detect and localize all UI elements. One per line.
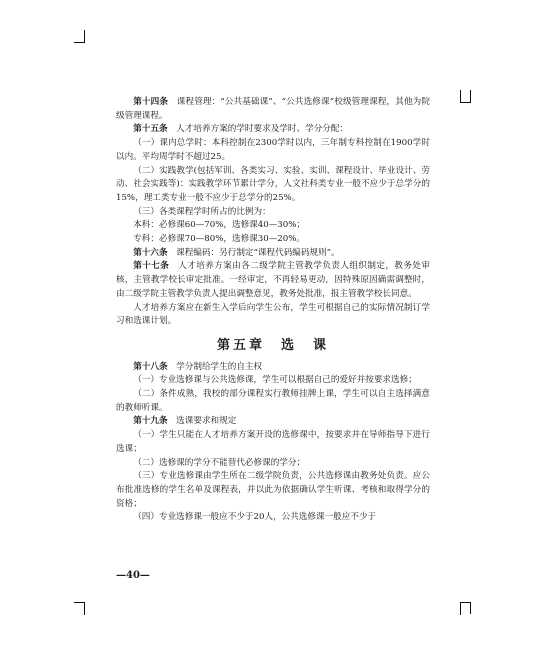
paragraph bbox=[116, 470, 430, 511]
paragraph-text: （二）条件成熟，我校的部分课程实行教师挂牌上课，学生可以自主选择满意的教师听课。 bbox=[116, 389, 430, 413]
crop-mark-top-left-line bbox=[84, 30, 85, 42]
chapter-title: 第五章 选 课 bbox=[216, 337, 329, 353]
paragraph bbox=[116, 206, 430, 220]
crop-mark-bottom-right-line bbox=[470, 602, 471, 614]
paragraph bbox=[116, 457, 430, 471]
paragraph-text: 学分制给学生的自主权 bbox=[167, 361, 263, 372]
paragraph-text: （三）专业选修课由学生所在二级学院负责，公共选修课由教务处负责。应公布批准选修的学生名单及课程表，并以此为依据确认学生听课、考核和取得学分的资格； bbox=[116, 471, 430, 509]
paragraph-text: （一）专业选修课与公共选修课，学生可以根据自己的爱好并按要求选修； bbox=[133, 375, 417, 386]
article-label: 第十八条 bbox=[133, 361, 168, 372]
paragraph-text: （三）各类课程学时所占的比例为： bbox=[133, 206, 271, 217]
article-label: 第十九条 bbox=[133, 416, 168, 427]
paragraph bbox=[116, 302, 430, 329]
crop-mark-top-right-line bbox=[470, 90, 471, 102]
paragraph-text: 人才培养方案的学时要求及学时、学分分配： bbox=[167, 124, 349, 135]
paragraph bbox=[116, 511, 430, 525]
paragraph-text: （二）选修课的学分不能替代必修课的学分； bbox=[133, 457, 306, 468]
paragraph bbox=[116, 415, 430, 429]
article-label: 第十七条 bbox=[133, 261, 170, 272]
paragraph-text: 课程编码：另行制定“课程代码编码规则”。 bbox=[167, 247, 340, 258]
article-label: 第十五条 bbox=[133, 124, 168, 135]
article-label: 第十六条 bbox=[133, 247, 168, 258]
paragraph-text: 课程管理：“公共基础课”、“公共选修课”校级管理课程，其他为院级管理课程。 bbox=[116, 97, 430, 121]
paragraph-text: （二）实践教学(包括军训、各类实习、实验、实训、课程设计、毕业设计、劳动、社会实践等)：实践教学环节累计学分，人文社科类专业一般不应少于总学分的15%，理工类专业一般不应少于总学分的25%。 bbox=[116, 165, 430, 203]
section-before-chapter bbox=[116, 96, 430, 329]
paragraph bbox=[116, 137, 430, 164]
paragraph-text: （一）学生只能在人才培养方案开设的选修课中，按要求并在导师指导下进行选课； bbox=[116, 430, 430, 454]
page-number: —40— bbox=[116, 570, 150, 581]
section-after-chapter bbox=[116, 361, 430, 525]
page-body bbox=[116, 96, 430, 525]
paragraph bbox=[116, 247, 430, 261]
article-label: 第十四条 bbox=[133, 97, 169, 107]
paragraph-text: 人才培养方案由各二级学院主管教学负责人组织制定，教务处审核，主管教学校长审定批准。一经审定，不再轻易更动，因特殊原因确需调整时，由二级学院主管教学负责人提出调整意见，教务处批准，报主管教学校长同意。 bbox=[116, 261, 430, 299]
crop-mark-bottom-left-line bbox=[84, 602, 85, 614]
paragraph-text: 专科：必修课70—80%，选修课30—20%。 bbox=[133, 234, 305, 245]
paragraph-text: （四）专业选修课一般应不少于20人，公共选修课一般应不少于 bbox=[133, 512, 377, 523]
paragraph bbox=[116, 96, 430, 123]
paragraph-text: 人才培养方案应在新生入学后向学生公布，学生可根据自己的实际情况制订学习和选课计划。 bbox=[116, 302, 430, 327]
paragraph bbox=[116, 429, 430, 456]
paragraph bbox=[116, 123, 430, 137]
paragraph bbox=[116, 165, 430, 206]
paragraph bbox=[116, 361, 430, 375]
paragraph-text: 选课要求和规定 bbox=[167, 416, 237, 427]
paragraph bbox=[116, 374, 430, 388]
paragraph bbox=[116, 219, 430, 233]
paragraph bbox=[116, 388, 430, 415]
paragraph-text: 本科：必修课60—70%，选修课40—30%； bbox=[133, 220, 305, 231]
paragraph-text: （一）课内总学时：本科控制在2300学时以内，三年制专科控制在1900学时以内。平均周学时不超过25。 bbox=[116, 138, 430, 162]
paragraph bbox=[116, 260, 430, 301]
paragraph bbox=[116, 233, 430, 247]
